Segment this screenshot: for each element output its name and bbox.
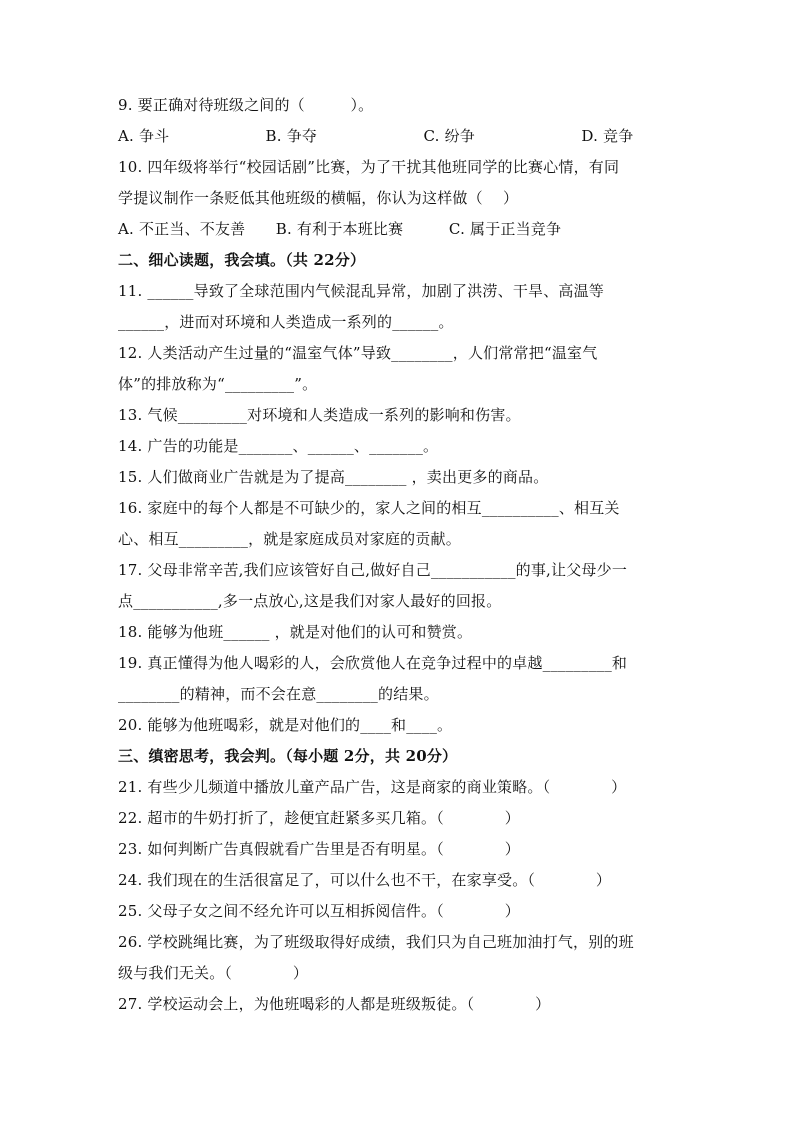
- question-20: 20. 能够为他班喝彩，就是对他们的____和____。: [118, 716, 453, 734]
- question-23: 23. 如何判断广告真假就看广告里是否有明星。（ ）: [118, 840, 520, 858]
- question-17-line-2: 点___________,多一点放心,这是我们对家人最好的回报。: [118, 592, 502, 610]
- question-21: 21. 有些少儿频道中播放儿童产品广告，这是商家的商业策略。（ ）: [118, 778, 627, 796]
- question-17-line-1: 17. 父母非常辛苦,我们应该管好自己,做好自己___________的事,让父母少一: [118, 561, 628, 579]
- question-11-line-2: ______，进而对环境和人类造成一系列的______。: [118, 313, 454, 331]
- question-10-line-1: 10. 四年级将举行“校园话剧”比赛，为了干扰其他班同学的比赛心情，有同: [118, 158, 620, 176]
- question-10-options: A. 不正当、不友善 B. 有利于本班比赛 C. 属于正当竞争: [118, 220, 562, 238]
- question-9: 9. 要正确对待班级之间的（ ）。: [118, 96, 374, 114]
- section-2-heading: 二、细心读题，我会填。（共 22分）: [118, 251, 366, 269]
- question-13: 13. 气候_________对环境和人类造成一系列的影响和伤害。: [118, 406, 521, 424]
- question-18: 18. 能够为他班______ ，就是对他们的认可和赞赏。: [118, 623, 473, 641]
- question-9-options: A. 争斗 B. 争夺 C. 纷争 D. 竞争: [118, 127, 634, 145]
- question-16-line-1: 16. 家庭中的每个人都是不可缺少的，家人之间的相互__________、相互关: [118, 499, 620, 517]
- question-27: 27. 学校运动会上，为他班喝彩的人都是班级叛徒。（ ）: [118, 995, 551, 1013]
- question-16-line-2: 心、相互_________，就是家庭成员对家庭的贡献。: [118, 530, 461, 548]
- question-15: 15. 人们做商业广告就是为了提高________ ，卖出更多的商品。: [118, 468, 549, 486]
- question-26-line-2: 级与我们无关。（ ）: [118, 964, 309, 982]
- question-19-line-1: 19. 真正懂得为他人喝彩的人，会欣赏他人在竞争过程中的卓越_________和: [118, 654, 628, 672]
- question-26-line-1: 26. 学校跳绳比赛，为了班级取得好成绩，我们只为自己班加油打气，别的班: [118, 933, 634, 951]
- section-3-heading: 三、缜密思考，我会判。（每小题 2分，共 20分）: [118, 747, 458, 765]
- question-22: 22. 超市的牛奶打折了，趁便宜赶紧多买几箱。（ ）: [118, 809, 520, 827]
- question-12-line-2: 体”的排放称为“_________”。: [118, 375, 318, 393]
- question-12-line-1: 12. 人类活动产生过量的“温室气体”导致________，人们常常把“温室气: [118, 344, 598, 362]
- question-14: 14. 广告的功能是_______、______、_______。: [118, 437, 439, 455]
- question-11-line-1: 11. ______导致了全球范围内气候混乱异常，加剧了洪涝、干旱、高温等: [118, 282, 605, 300]
- question-10-line-2: 学提议制作一条贬低其他班级的横幅，你认为这样做（ ）: [118, 189, 519, 207]
- question-19-line-2: ________的精神，而不会在意________的结果。: [118, 685, 439, 703]
- question-25: 25. 父母子女之间不经允许可以互相拆阅信件。（ ）: [118, 902, 520, 920]
- question-24: 24. 我们现在的生活很富足了，可以什么也不干，在家享受。（ ）: [118, 871, 612, 889]
